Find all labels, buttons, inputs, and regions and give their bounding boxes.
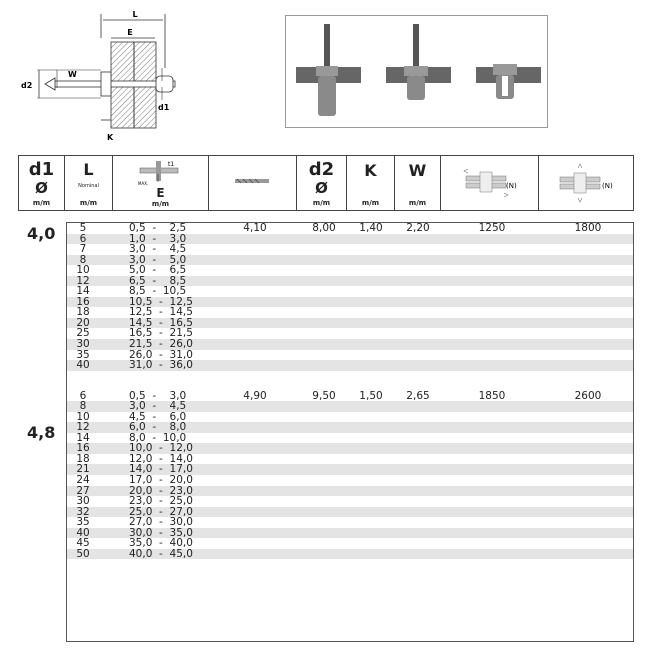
cell-grip-range: 14,0 - 17,0 (129, 463, 193, 476)
rivet-installation-illustration (286, 16, 547, 127)
table-row (67, 339, 633, 350)
label-K: K (107, 133, 114, 142)
cell-grip-range: 3,0 - 4,5 (129, 400, 187, 413)
cell-grip-range: 1,0 - 3,0 (129, 232, 187, 245)
cell-length: 10 (76, 264, 90, 277)
cell-grip-range: 12,0 - 14,0 (129, 452, 193, 465)
grip-range-icon (136, 158, 186, 186)
cell-grip-range: 5,0 - 6,5 (129, 264, 187, 277)
installation-stages-figure (285, 15, 548, 128)
group-label-4-0: 4,0 (27, 224, 56, 243)
cell-grip-range: 16,5 - 21,5 (129, 327, 193, 340)
header-L: L Nominal m/m (65, 156, 113, 210)
label-W: W (68, 70, 77, 79)
cell-grip-range: 6,0 - 8,0 (129, 421, 187, 434)
svg-text:t1: t1 (167, 161, 174, 168)
cell-tensile: 1800 (574, 222, 602, 234)
cell-K: 1,40 (359, 222, 383, 234)
tensile-strength-icon (556, 163, 616, 203)
cell-grip-range: 6,5 - 8,5 (129, 274, 187, 287)
table-row (67, 549, 633, 560)
label-L: L (132, 10, 138, 19)
cell-grip-range: 23,0 - 25,0 (129, 495, 193, 508)
cell-grip-range: 8,0 - 10,0 (129, 431, 187, 444)
cell-grip-range: 20,0 - 23,0 (129, 484, 193, 497)
cell-grip-range: 35,0 - 40,0 (129, 537, 193, 550)
cell-length: 35 (76, 348, 90, 361)
cell-grip-range: 10,0 - 12,0 (129, 442, 193, 455)
cell-grip-range: 27,0 - 30,0 (129, 516, 193, 529)
table-row (67, 475, 633, 486)
header-W: W m/m (395, 156, 441, 210)
table-row (67, 223, 633, 234)
cell-length: 5 (79, 222, 87, 234)
cell-length: 8 (79, 400, 87, 413)
table-row (67, 360, 633, 371)
cell-length: 16 (76, 442, 90, 455)
cell-length: 30 (76, 338, 90, 351)
rivet-data-table (66, 222, 634, 642)
cell-length: 24 (76, 474, 90, 487)
cell-length: 18 (76, 452, 90, 465)
cell-length: 12 (76, 421, 90, 434)
cell-d2: 9,50 (312, 389, 336, 402)
cell-length: 8 (79, 253, 87, 266)
cell-tensile: 2600 (574, 389, 602, 402)
cell-length: 30 (76, 495, 90, 508)
shear-strength-icon (460, 163, 520, 203)
cell-shear: 1250 (478, 222, 506, 234)
cell-grip-range: 25,0 - 27,0 (129, 505, 193, 518)
header-drill (209, 156, 297, 210)
cell-length: 40 (76, 526, 90, 539)
cell-grip-range: 31,0 - 36,0 (129, 359, 193, 372)
cell-shear: 1850 (478, 389, 506, 402)
group-spacer (67, 371, 633, 391)
cell-grip-range: 4,5 - 6,0 (129, 410, 187, 423)
cell-length: 6 (79, 232, 87, 245)
header-d2: d2 Ø m/m (297, 156, 347, 210)
cell-length: 27 (76, 484, 90, 497)
rivet-dimension-diagram (15, 8, 190, 143)
svg-text:MAX.: MAX. (137, 181, 148, 186)
cell-length: 18 (76, 306, 90, 319)
cell-W: 2,20 (406, 222, 430, 234)
header-K: K m/m (347, 156, 395, 210)
cell-grip-range: 0,5 - 3,0 (129, 389, 187, 402)
cell-length: 10 (76, 410, 90, 423)
cell-grip-range: 10,5 - 12,5 (129, 295, 193, 308)
cell-length: 6 (79, 389, 87, 402)
cell-length: 7 (79, 243, 87, 256)
cell-grip-range: 14,5 - 16,5 (129, 316, 193, 329)
header-shear (441, 156, 539, 210)
table-header (18, 155, 634, 211)
cell-K: 1,50 (359, 389, 383, 402)
cell-grip-range: 3,0 - 4,5 (129, 243, 187, 256)
cell-drill: 4,10 (243, 222, 267, 234)
header-E: t1 MAX. E m/m (113, 156, 209, 210)
rivet-data-rows (67, 223, 633, 559)
cell-drill: 4,90 (243, 389, 267, 402)
cell-length: 25 (76, 327, 90, 340)
cell-length: 21 (76, 463, 90, 476)
cell-grip-range: 12,5 - 14,5 (129, 306, 193, 319)
cell-length: 35 (76, 516, 90, 529)
cell-length: 40 (76, 359, 90, 372)
label-d2: d2 (21, 81, 33, 90)
cell-grip-range: 21,5 - 26,0 (129, 338, 193, 351)
cell-length: 14 (76, 285, 90, 298)
drill-bit-icon (233, 176, 273, 186)
cell-length: 32 (76, 505, 90, 518)
cell-grip-range: 0,5 - 2,5 (129, 222, 187, 234)
cell-length: 12 (76, 274, 90, 287)
cell-grip-range: 26,0 - 31,0 (129, 348, 193, 361)
svg-text:(N): (N) (505, 182, 517, 190)
cell-grip-range: 17,0 - 20,0 (129, 474, 193, 487)
header-d1: d1 Ø m/m (19, 156, 65, 210)
cell-grip-range: 3,0 - 5,0 (129, 253, 187, 266)
cell-grip-range: 30,0 - 35,0 (129, 526, 193, 539)
cell-W: 2,65 (406, 389, 430, 402)
cell-grip-range: 8,5 - 10,5 (129, 285, 187, 298)
label-d1: d1 (158, 103, 170, 112)
cell-length: 45 (76, 537, 90, 550)
cell-d2: 8,00 (312, 222, 336, 234)
header-tensile (539, 156, 633, 210)
group-label-4-8: 4,8 (27, 423, 56, 442)
cell-length: 20 (76, 316, 90, 329)
label-E: E (127, 28, 133, 37)
cell-length: 16 (76, 295, 90, 308)
svg-text:(N): (N) (602, 182, 613, 190)
cell-length: 50 (76, 547, 90, 560)
cell-grip-range: 40,0 - 45,0 (129, 547, 193, 560)
cell-length: 14 (76, 431, 90, 444)
